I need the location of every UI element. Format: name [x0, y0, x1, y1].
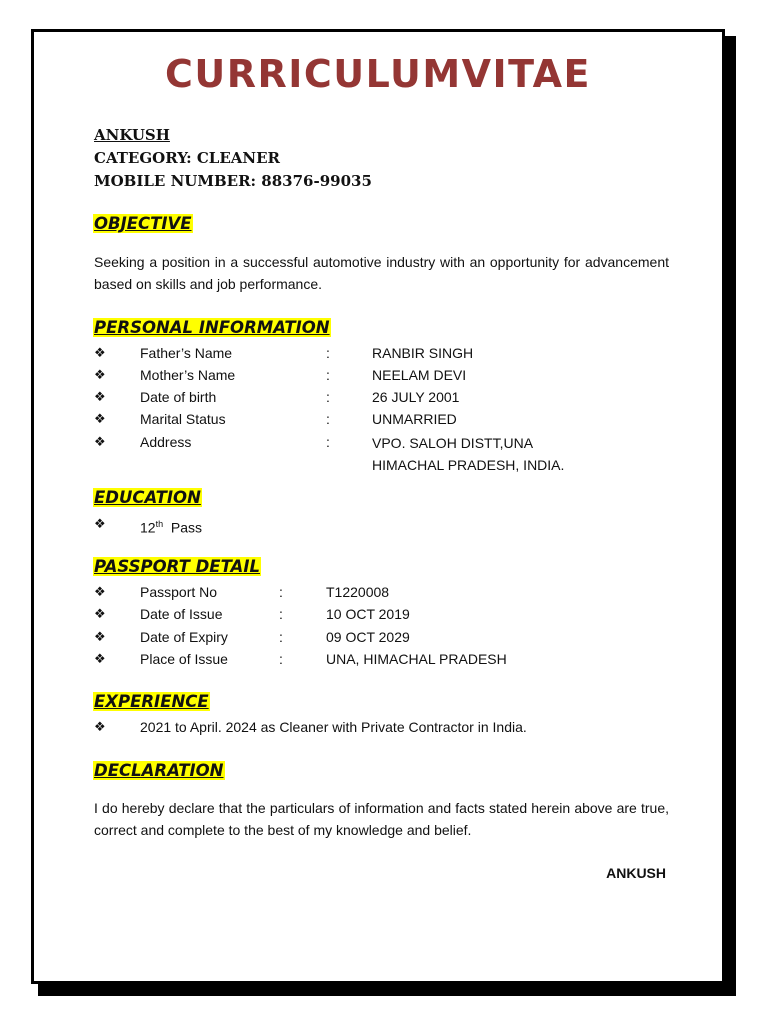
field-value: 26 JULY 2001 — [372, 389, 460, 405]
field-value: RANBIR SINGH — [372, 345, 474, 361]
field-label: Father’s Name — [140, 345, 233, 361]
field-value: VPO. SALOH DISTT,UNA — [372, 435, 534, 451]
bullet-icon: ❖ — [94, 584, 106, 599]
bullet-icon: ❖ — [94, 389, 106, 404]
field-value: UNMARRIED — [372, 411, 457, 427]
field-value: UNA, HIMACHAL PRADESH — [326, 651, 507, 667]
document-title: CURRICULUMVITAE — [164, 52, 592, 96]
field-value: NEELAM DEVI — [372, 367, 467, 383]
field-value: 09 OCT 2029 — [326, 629, 410, 645]
education-text: Pass — [170, 519, 202, 536]
field-label: Date of birth — [140, 389, 217, 405]
objective-heading: OBJECTIVE — [94, 214, 192, 233]
field-separator: : — [326, 345, 330, 361]
field-separator: : — [279, 651, 283, 667]
applicant-name: ANKUSH — [94, 126, 170, 144]
field-separator: : — [279, 606, 283, 622]
field-label: Place of Issue — [140, 651, 228, 667]
signature-name: ANKUSH — [606, 865, 666, 881]
field-label: Passport No — [140, 584, 218, 600]
field-value: HIMACHAL PRADESH, INDIA. — [372, 457, 565, 473]
objective-text: Seeking a position in a successful automotive industry with an opportunity for advancement based on skills and job performance. — [94, 254, 669, 292]
experience-text: 2021 to April. 2024 as Cleaner with Private Contractor in India. — [140, 719, 527, 735]
cv-page — [31, 29, 725, 984]
education-suffix: th — [155, 519, 164, 529]
mobile-line: MOBILE NUMBER: 88376-99035 — [94, 172, 372, 190]
bullet-icon: ❖ — [94, 434, 106, 449]
personal-info-heading: PERSONAL INFORMATION — [94, 318, 330, 337]
field-label: Marital Status — [140, 411, 226, 427]
bullet-icon: ❖ — [94, 516, 106, 531]
bullet-icon: ❖ — [94, 606, 106, 621]
education-number: 12 — [140, 519, 156, 536]
field-separator: : — [279, 584, 283, 600]
field-label: Date of Expiry — [140, 629, 228, 645]
field-separator: : — [326, 367, 330, 383]
field-label: Mother’s Name — [140, 367, 236, 383]
declaration-text: I do hereby declare that the particulars of information and facts stated herein above are true, correct and complete to the best of my knowledge and belief. — [94, 800, 669, 838]
field-value: T1220008 — [326, 584, 390, 600]
field-separator: : — [326, 434, 330, 450]
field-label: Address — [140, 434, 192, 450]
field-value: 10 OCT 2019 — [326, 606, 410, 622]
declaration-heading: DECLARATION — [94, 761, 224, 780]
bullet-icon: ❖ — [94, 367, 106, 382]
category-line: CATEGORY: CLEANER — [94, 149, 281, 167]
bullet-icon: ❖ — [94, 719, 106, 734]
bullet-icon: ❖ — [94, 651, 106, 666]
bullet-icon: ❖ — [94, 411, 106, 426]
field-separator: : — [326, 389, 330, 405]
education-item — [140, 513, 202, 539]
field-label: Date of Issue — [140, 606, 223, 622]
bullet-icon: ❖ — [94, 629, 106, 644]
passport-heading: PASSPORT DETAIL — [94, 557, 260, 576]
experience-heading: EXPERIENCE — [94, 692, 209, 711]
education-heading: EDUCATION — [94, 488, 201, 507]
field-separator: : — [279, 629, 283, 645]
field-separator: : — [326, 411, 330, 427]
bullet-icon: ❖ — [94, 345, 106, 360]
